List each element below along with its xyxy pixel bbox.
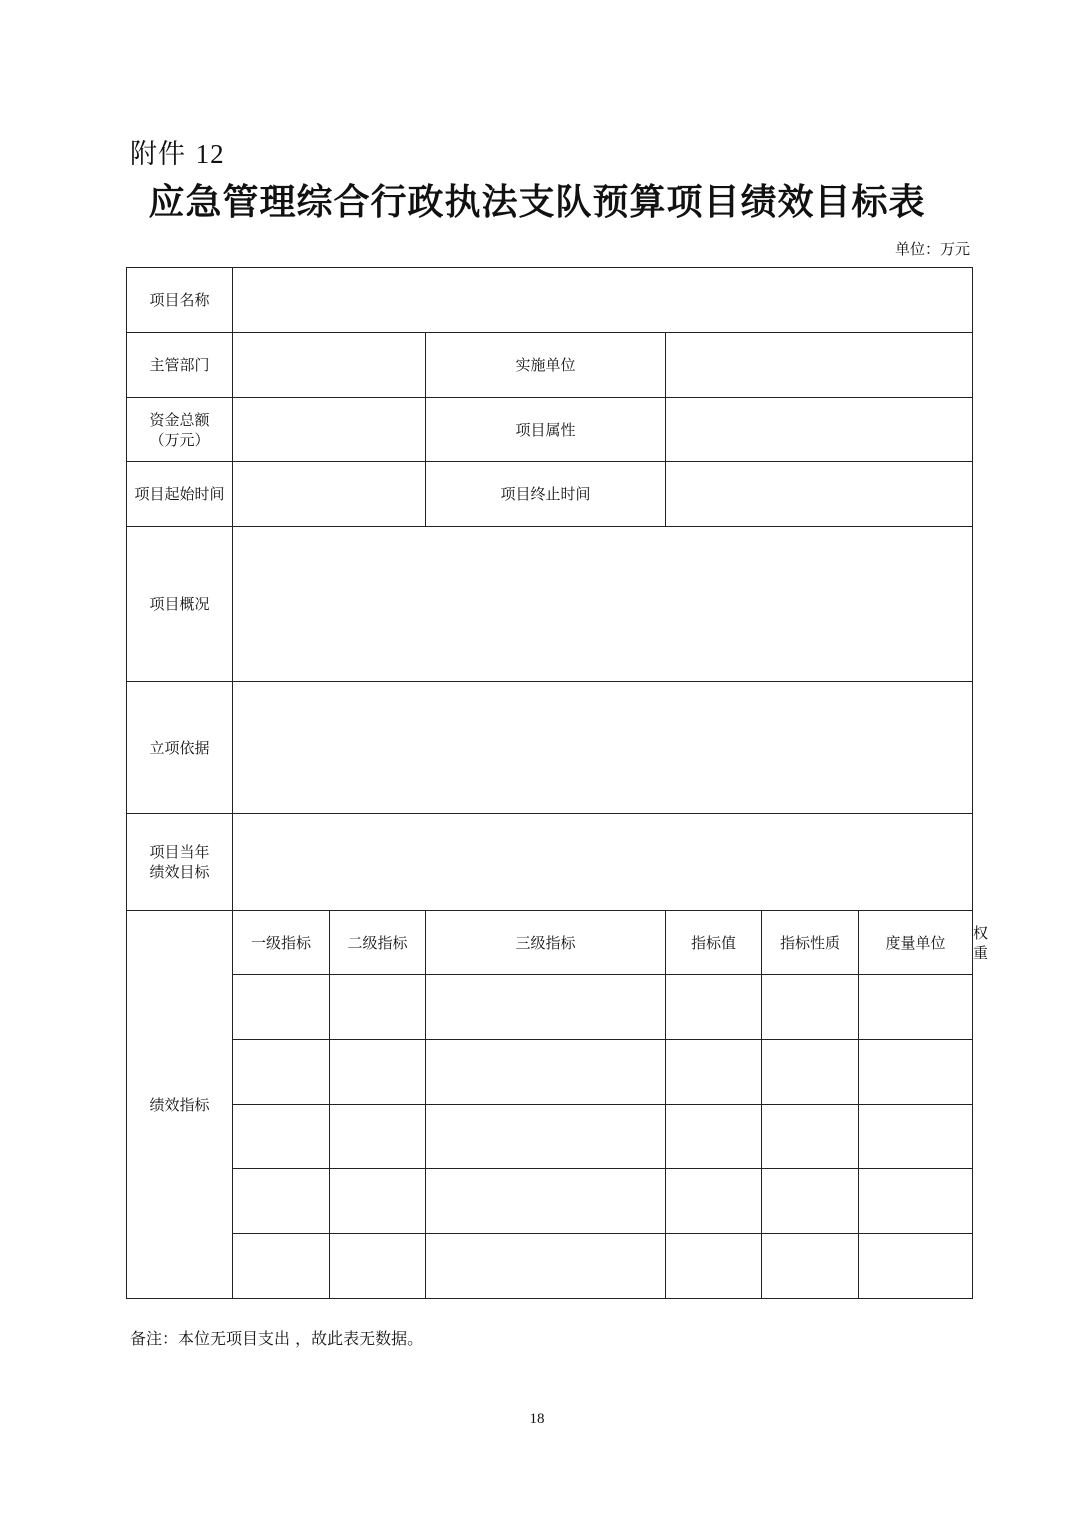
indicators-label: 绩效指标 <box>127 911 233 1299</box>
start-time-label: 项目起始时间 <box>127 462 233 527</box>
indicator-row <box>127 975 973 1040</box>
indicator-cell <box>233 1169 330 1234</box>
attachment-label: 附件 <box>130 139 186 170</box>
indicator-cell <box>426 1040 666 1105</box>
indicator-cell <box>233 1040 330 1105</box>
attachment-number: 12 <box>195 139 225 169</box>
indicator-cell <box>762 1040 859 1105</box>
overview-value <box>233 527 973 682</box>
dept-label: 主管部门 <box>127 333 233 398</box>
indicator-row <box>127 1169 973 1234</box>
dept-value <box>233 333 426 398</box>
row-overview <box>127 527 973 682</box>
indicator-cell <box>762 975 859 1040</box>
indicator-cell <box>762 1169 859 1234</box>
indicator-cell <box>330 1105 426 1169</box>
indicator-row <box>127 1105 973 1169</box>
overview-label: 项目概况 <box>127 527 233 682</box>
start-time-value <box>233 462 426 527</box>
end-time-label: 项目终止时间 <box>426 462 666 527</box>
row-annual-goal <box>127 814 973 911</box>
indicator-row <box>127 1234 973 1299</box>
indicator-header-value: 指标值 <box>666 911 762 975</box>
indicator-cell <box>666 1040 762 1105</box>
indicator-header-nature: 指标性质 <box>762 911 859 975</box>
annual-goal-value <box>233 814 973 911</box>
indicator-cell <box>330 1234 426 1299</box>
row-funds <box>127 398 973 462</box>
row-project-name <box>127 268 973 333</box>
indicator-cell <box>762 1234 859 1299</box>
performance-target-table <box>126 267 989 1299</box>
row-department <box>127 333 973 398</box>
indicator-cell <box>666 1234 762 1299</box>
annual-goal-label: 项目当年 绩效目标 <box>127 814 233 911</box>
indicator-cell <box>859 1105 973 1169</box>
indicator-cell <box>330 975 426 1040</box>
indicator-cell <box>233 1105 330 1169</box>
basis-label: 立项依据 <box>127 682 233 814</box>
row-basis <box>127 682 973 814</box>
indicator-cell <box>330 1169 426 1234</box>
row-dates <box>127 462 973 527</box>
indicator-header-level3: 三级指标 <box>426 911 666 975</box>
indicator-row <box>127 1040 973 1105</box>
project-name-label: 项目名称 <box>127 268 233 333</box>
indicator-cell <box>426 975 666 1040</box>
project-name-value <box>233 268 973 333</box>
attachment-heading <box>130 132 225 171</box>
indicator-cell <box>426 1169 666 1234</box>
funds-value <box>233 398 426 462</box>
indicator-cell <box>426 1105 666 1169</box>
impl-unit-value <box>666 333 973 398</box>
page-title: 应急管理综合行政执法支队预算项目绩效目标表 <box>148 182 926 223</box>
funds-label: 资金总额 （万元） <box>127 398 233 462</box>
end-time-value <box>666 462 973 527</box>
indicator-cell <box>666 1105 762 1169</box>
indicator-cell <box>859 1040 973 1105</box>
unit-label: 单位：万元 <box>894 240 970 258</box>
impl-unit-label: 实施单位 <box>426 333 666 398</box>
indicator-header-unit: 度量单位 <box>859 911 973 975</box>
attribute-value <box>666 398 973 462</box>
indicator-header-level2: 二级指标 <box>330 911 426 975</box>
indicator-cell <box>233 1234 330 1299</box>
indicator-cell <box>426 1234 666 1299</box>
indicator-cell <box>859 1169 973 1234</box>
indicator-cell <box>666 1169 762 1234</box>
attribute-label: 项目属性 <box>426 398 666 462</box>
indicator-cell <box>762 1105 859 1169</box>
indicator-header-row: 绩效指标 一级指标 二级指标 三级指标 指标值 指标性质 度量单位 权重 <box>127 911 973 975</box>
remark-note: 备注：本位无项目支出 ，故此表无数据。 <box>130 1329 424 1348</box>
indicator-cell <box>330 1040 426 1105</box>
indicator-cell <box>666 975 762 1040</box>
indicator-cell <box>859 1234 973 1299</box>
indicator-cell <box>233 975 330 1040</box>
indicator-cell <box>859 975 973 1040</box>
indicator-header-level1: 一级指标 <box>233 911 330 975</box>
page-number: 18 <box>529 1411 545 1427</box>
basis-value <box>233 682 973 814</box>
